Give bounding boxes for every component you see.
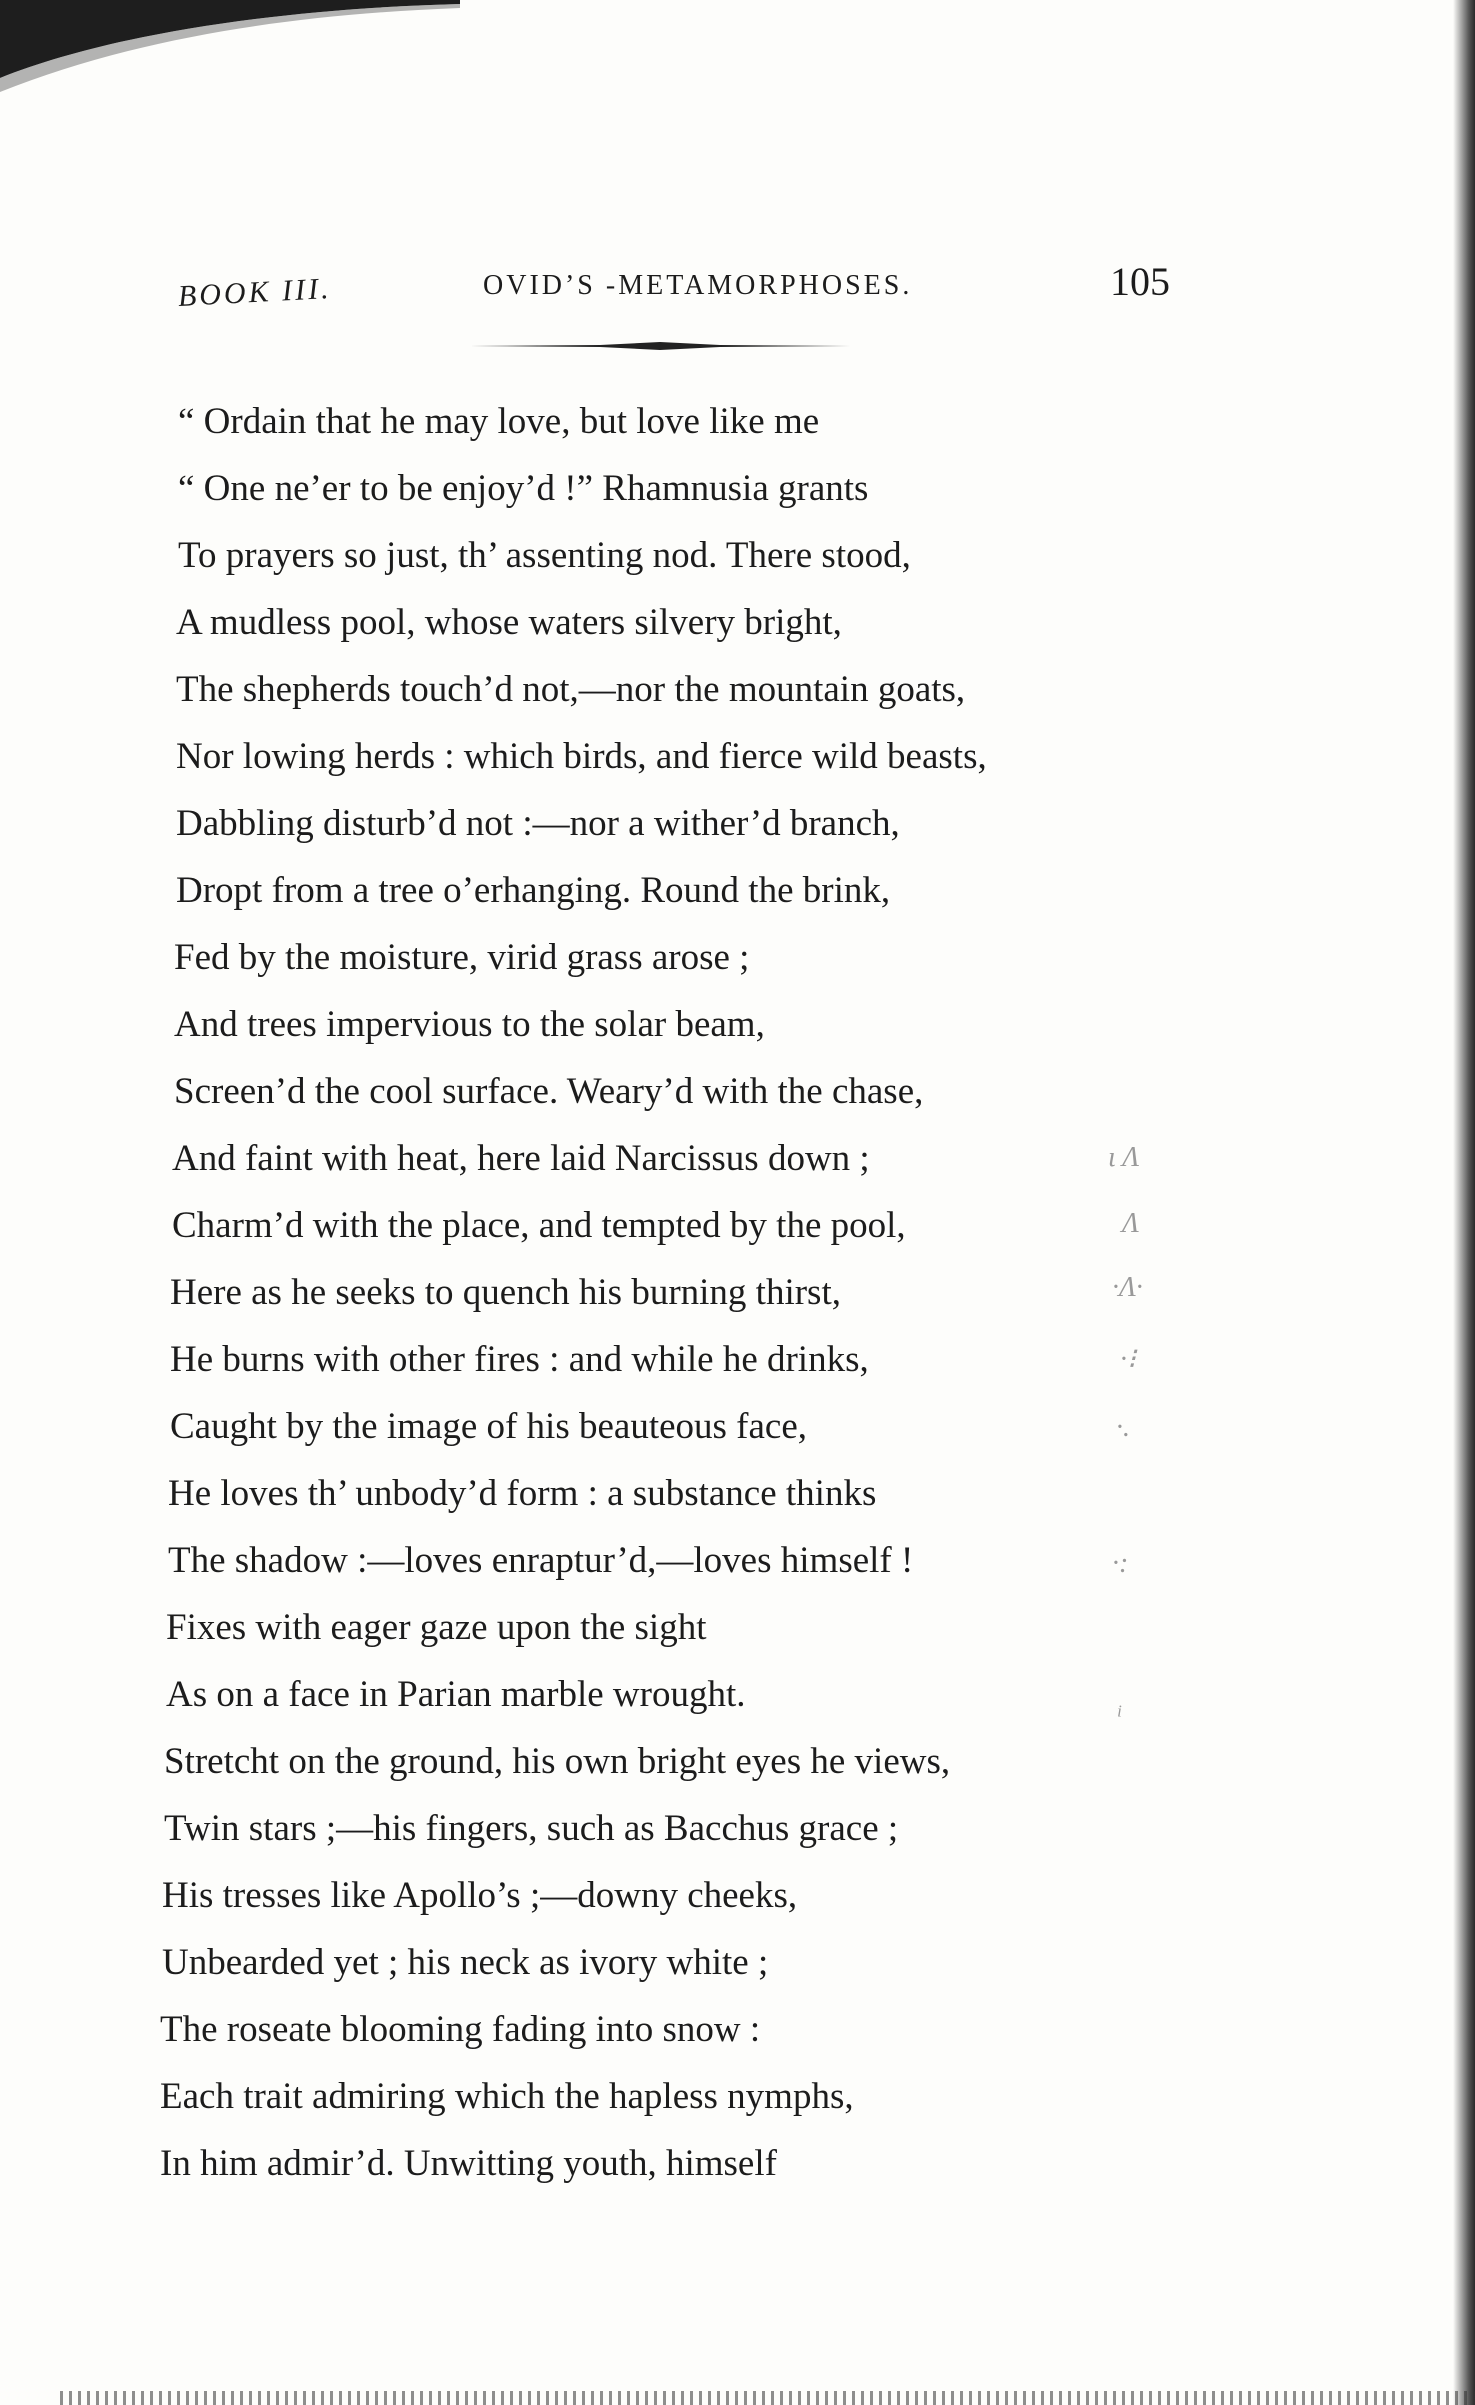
poem-line-25: The roseate blooming fading into snow : [160,2009,761,2050]
poem-line-6: Nor lowing herds : which birds, and fierce wild beasts, [176,736,987,777]
poem-line-18: The shadow :—loves enraptur’d,—loves himself ! [168,1540,914,1581]
poem-line-15: He burns with other fires : and while he drinks, [170,1339,869,1380]
poem-line-13: Charm’d with the place, and tempted by the pool, [172,1205,906,1246]
scan-corner-shadow [0,0,460,110]
poem-line-22: Twin stars ;—his fingers, such as Bacchus grace ; [164,1808,899,1849]
poem-line-9: Fed by the moisture, virid grass arose ; [174,937,750,978]
poem-line-21: Stretcht on the ground, his own bright eyes he views, [164,1741,951,1782]
bleed-mark: ·. [1116,1412,1130,1443]
poem-line-27: In him admir’d. Unwitting youth, himself [160,2143,777,2184]
running-title: OVID’S -METAMORPHOSES. [483,270,913,301]
poem-line-14: Here as he seeks to quench his burning thirst, [170,1272,841,1313]
poem-line-19: Fixes with eager gaze upon the sight [166,1607,707,1648]
scan-bottom-edge [60,2391,1475,2405]
poem-line-7: Dabbling disturb’d not :—nor a wither’d branch, [176,803,900,844]
poem-line-1: “ Ordain that he may love, but love like me [178,401,820,442]
header-rule [470,342,850,350]
bleed-mark: Λ [1122,1208,1139,1239]
poem-line-11: Screen’d the cool surface. Weary’d with the chase, [174,1071,924,1112]
poem-line-8: Dropt from a tree o’erhanging. Round the brink, [176,870,891,911]
poem-line-20: As on a face in Parian marble wrought. [166,1674,746,1715]
poem-line-23: His tresses like Apollo’s ;—downy cheeks, [162,1875,798,1916]
bleed-mark: ι Λ [1108,1142,1140,1173]
running-header [177,258,1178,313]
poem-line-3: To prayers so just, th’ assenting nod. There stood, [178,535,911,576]
poem-line-2: “ One ne’er to be enjoy’d !” Rhamnusia grants [178,468,869,509]
bleed-mark: ᵢ [1118,1690,1123,1721]
poem-line-24: Unbearded yet ; his neck as ivory white ; [162,1942,769,1983]
poem-line-12: And faint with heat, here laid Narcissus down ; [172,1138,870,1179]
book-label: BOOK III. [177,271,333,313]
poem-line-10: And trees impervious to the solar beam, [174,1004,765,1045]
bleed-mark: ·Λ· [1112,1272,1143,1303]
scan-right-edge [1453,0,1475,2405]
poem-line-26: Each trait admiring which the hapless nymphs, [160,2076,854,2117]
poem-line-16: Caught by the image of his beauteous face, [170,1406,808,1447]
poem-line-17: He loves th’ unbody’d form : a substance thinks [168,1473,877,1514]
poem-line-5: The shepherds touch’d not,—nor the mountain goats, [176,669,966,710]
poem-text [160,388,1160,2197]
bleed-mark: ·: [1112,1548,1129,1579]
page-number: 105 [1110,259,1170,304]
poem-line-4: A mudless pool, whose waters silvery bright, [176,602,842,643]
bleed-mark: ·⁝ [1120,1344,1136,1375]
